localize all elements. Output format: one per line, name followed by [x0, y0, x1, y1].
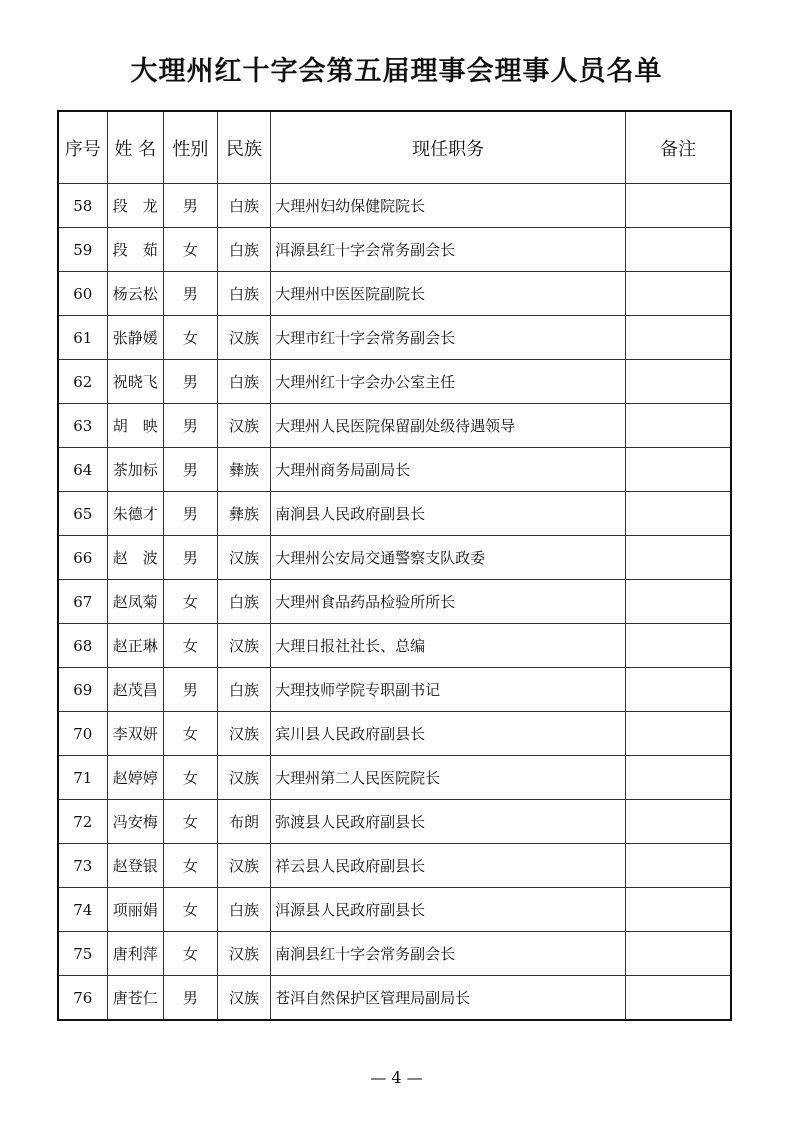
- cell-duty: 大理州人民医院保留副处级待遇领导: [271, 404, 626, 448]
- table-row: [58, 272, 731, 316]
- cell-duty: 大理日报社社长、总编: [271, 624, 626, 668]
- cell-name: 项丽娟: [107, 888, 163, 932]
- cell-ethnicity: 汉族: [217, 404, 270, 448]
- cell-duty: 大理州妇幼保健院院长: [271, 184, 626, 228]
- cell-remark: [626, 536, 731, 580]
- cell-no: 69: [58, 668, 107, 712]
- cell-gender: 女: [163, 932, 217, 976]
- cell-no: 68: [58, 624, 107, 668]
- cell-no: 62: [58, 360, 107, 404]
- cell-name: 唐利萍: [107, 932, 163, 976]
- cell-name: 杨云松: [107, 272, 163, 316]
- cell-remark: [626, 932, 731, 976]
- cell-ethnicity: 汉族: [217, 536, 270, 580]
- cell-name: 赵 波: [107, 536, 163, 580]
- cell-no: 59: [58, 228, 107, 272]
- cell-no: 65: [58, 492, 107, 536]
- cell-ethnicity: 汉族: [217, 316, 270, 360]
- page-number: — 4 —: [370, 1068, 423, 1087]
- cell-duty: 大理技师学院专职副书记: [271, 668, 626, 712]
- table-row: [58, 668, 731, 712]
- cell-name: 赵婷婷: [107, 756, 163, 800]
- cell-ethnicity: 白族: [217, 228, 270, 272]
- table-row: [58, 316, 731, 360]
- cell-no: 66: [58, 536, 107, 580]
- cell-no: 76: [58, 976, 107, 1021]
- cell-remark: [626, 360, 731, 404]
- cell-ethnicity: 汉族: [217, 756, 270, 800]
- table-row: [58, 756, 731, 800]
- cell-no: 67: [58, 580, 107, 624]
- cell-no: 72: [58, 800, 107, 844]
- cell-remark: [626, 888, 731, 932]
- cell-no: 63: [58, 404, 107, 448]
- cell-no: 74: [58, 888, 107, 932]
- table-row: [58, 360, 731, 404]
- cell-name: 张静媛: [107, 316, 163, 360]
- cell-no: 73: [58, 844, 107, 888]
- cell-duty: 大理市红十字会常务副会长: [271, 316, 626, 360]
- document-title: 大理州红十字会第五届理事会理事人员名单: [130, 56, 663, 87]
- cell-name: 赵茂昌: [107, 668, 163, 712]
- cell-duty: 宾川县人民政府副县长: [271, 712, 626, 756]
- table-row: [58, 536, 731, 580]
- cell-no: 60: [58, 272, 107, 316]
- cell-gender: 男: [163, 448, 217, 492]
- cell-ethnicity: 白族: [217, 888, 270, 932]
- cell-remark: [626, 580, 731, 624]
- cell-ethnicity: 汉族: [217, 624, 270, 668]
- cell-ethnicity: 汉族: [217, 712, 270, 756]
- cell-remark: [626, 316, 731, 360]
- table-row: [58, 404, 731, 448]
- cell-no: 71: [58, 756, 107, 800]
- cell-no: 70: [58, 712, 107, 756]
- cell-ethnicity: 汉族: [217, 932, 270, 976]
- cell-duty: 祥云县人民政府副县长: [271, 844, 626, 888]
- cell-no: 61: [58, 316, 107, 360]
- cell-gender: 女: [163, 756, 217, 800]
- cell-name: 段 龙: [107, 184, 163, 228]
- table-row: [58, 712, 731, 756]
- cell-ethnicity: 汉族: [217, 844, 270, 888]
- cell-ethnicity: 白族: [217, 360, 270, 404]
- table-body: [58, 184, 731, 1021]
- cell-remark: [626, 976, 731, 1021]
- cell-remark: [626, 448, 731, 492]
- cell-remark: [626, 668, 731, 712]
- cell-name: 胡 映: [107, 404, 163, 448]
- cell-no: 64: [58, 448, 107, 492]
- cell-duty: 大理州商务局副局长: [271, 448, 626, 492]
- cell-ethnicity: 彝族: [217, 448, 270, 492]
- cell-name: 段 茹: [107, 228, 163, 272]
- cell-duty: 大理州食品药品检验所所长: [271, 580, 626, 624]
- cell-gender: 男: [163, 492, 217, 536]
- cell-ethnicity: 汉族: [217, 976, 270, 1021]
- table-row: [58, 228, 731, 272]
- cell-gender: 女: [163, 580, 217, 624]
- cell-gender: 女: [163, 800, 217, 844]
- table-row: [58, 448, 731, 492]
- cell-duty: 南涧县人民政府副县长: [271, 492, 626, 536]
- table-row: [58, 800, 731, 844]
- cell-duty: 洱源县红十字会常务副会长: [271, 228, 626, 272]
- table-header-row: [58, 111, 731, 184]
- header-gender: 性别: [163, 111, 217, 184]
- header-name: 姓 名: [107, 111, 163, 184]
- cell-duty: 大理州中医医院副院长: [271, 272, 626, 316]
- cell-ethnicity: 布朗: [217, 800, 270, 844]
- cell-remark: [626, 844, 731, 888]
- cell-gender: 女: [163, 844, 217, 888]
- cell-name: 李双妍: [107, 712, 163, 756]
- cell-no: 58: [58, 184, 107, 228]
- cell-gender: 男: [163, 668, 217, 712]
- cell-duty: 洱源县人民政府副县长: [271, 888, 626, 932]
- table-row: [58, 580, 731, 624]
- cell-remark: [626, 404, 731, 448]
- cell-ethnicity: 彝族: [217, 492, 270, 536]
- cell-gender: 男: [163, 272, 217, 316]
- header-no: 序号: [58, 111, 107, 184]
- cell-name: 赵登银: [107, 844, 163, 888]
- table-row: [58, 888, 731, 932]
- header-ethnicity: 民族: [217, 111, 270, 184]
- cell-remark: [626, 624, 731, 668]
- table-row: [58, 492, 731, 536]
- cell-name: 赵凤菊: [107, 580, 163, 624]
- cell-remark: [626, 492, 731, 536]
- cell-duty: 苍洱自然保护区管理局副局长: [271, 976, 626, 1021]
- cell-remark: [626, 800, 731, 844]
- cell-ethnicity: 白族: [217, 272, 270, 316]
- cell-remark: [626, 756, 731, 800]
- table-row: [58, 976, 731, 1021]
- header-duty: 现任职务: [271, 111, 626, 184]
- table-row: [58, 844, 731, 888]
- cell-remark: [626, 228, 731, 272]
- cell-name: 祝晓飞: [107, 360, 163, 404]
- cell-duty: 南涧县红十字会常务副会长: [271, 932, 626, 976]
- cell-gender: 女: [163, 228, 217, 272]
- cell-ethnicity: 白族: [217, 580, 270, 624]
- cell-gender: 女: [163, 316, 217, 360]
- cell-gender: 男: [163, 184, 217, 228]
- cell-no: 75: [58, 932, 107, 976]
- cell-gender: 男: [163, 536, 217, 580]
- table-row: [58, 184, 731, 228]
- cell-remark: [626, 712, 731, 756]
- table-row: [58, 624, 731, 668]
- cell-duty: 弥渡县人民政府副县长: [271, 800, 626, 844]
- table-row: [58, 932, 731, 976]
- cell-duty: 大理州红十字会办公室主任: [271, 360, 626, 404]
- cell-remark: [626, 184, 731, 228]
- header-remark: 备注: [626, 111, 731, 184]
- cell-gender: 女: [163, 712, 217, 756]
- cell-name: 朱德才: [107, 492, 163, 536]
- cell-duty: 大理州公安局交通警察支队政委: [271, 536, 626, 580]
- cell-name: 茶加标: [107, 448, 163, 492]
- cell-gender: 男: [163, 360, 217, 404]
- cell-duty: 大理州第二人民医院院长: [271, 756, 626, 800]
- cell-gender: 女: [163, 624, 217, 668]
- cell-name: 冯安梅: [107, 800, 163, 844]
- member-table: [57, 110, 732, 1021]
- cell-ethnicity: 白族: [217, 184, 270, 228]
- cell-gender: 男: [163, 976, 217, 1021]
- cell-ethnicity: 白族: [217, 668, 270, 712]
- cell-remark: [626, 272, 731, 316]
- cell-gender: 女: [163, 888, 217, 932]
- cell-gender: 男: [163, 404, 217, 448]
- cell-name: 赵正琳: [107, 624, 163, 668]
- cell-name: 唐苍仁: [107, 976, 163, 1021]
